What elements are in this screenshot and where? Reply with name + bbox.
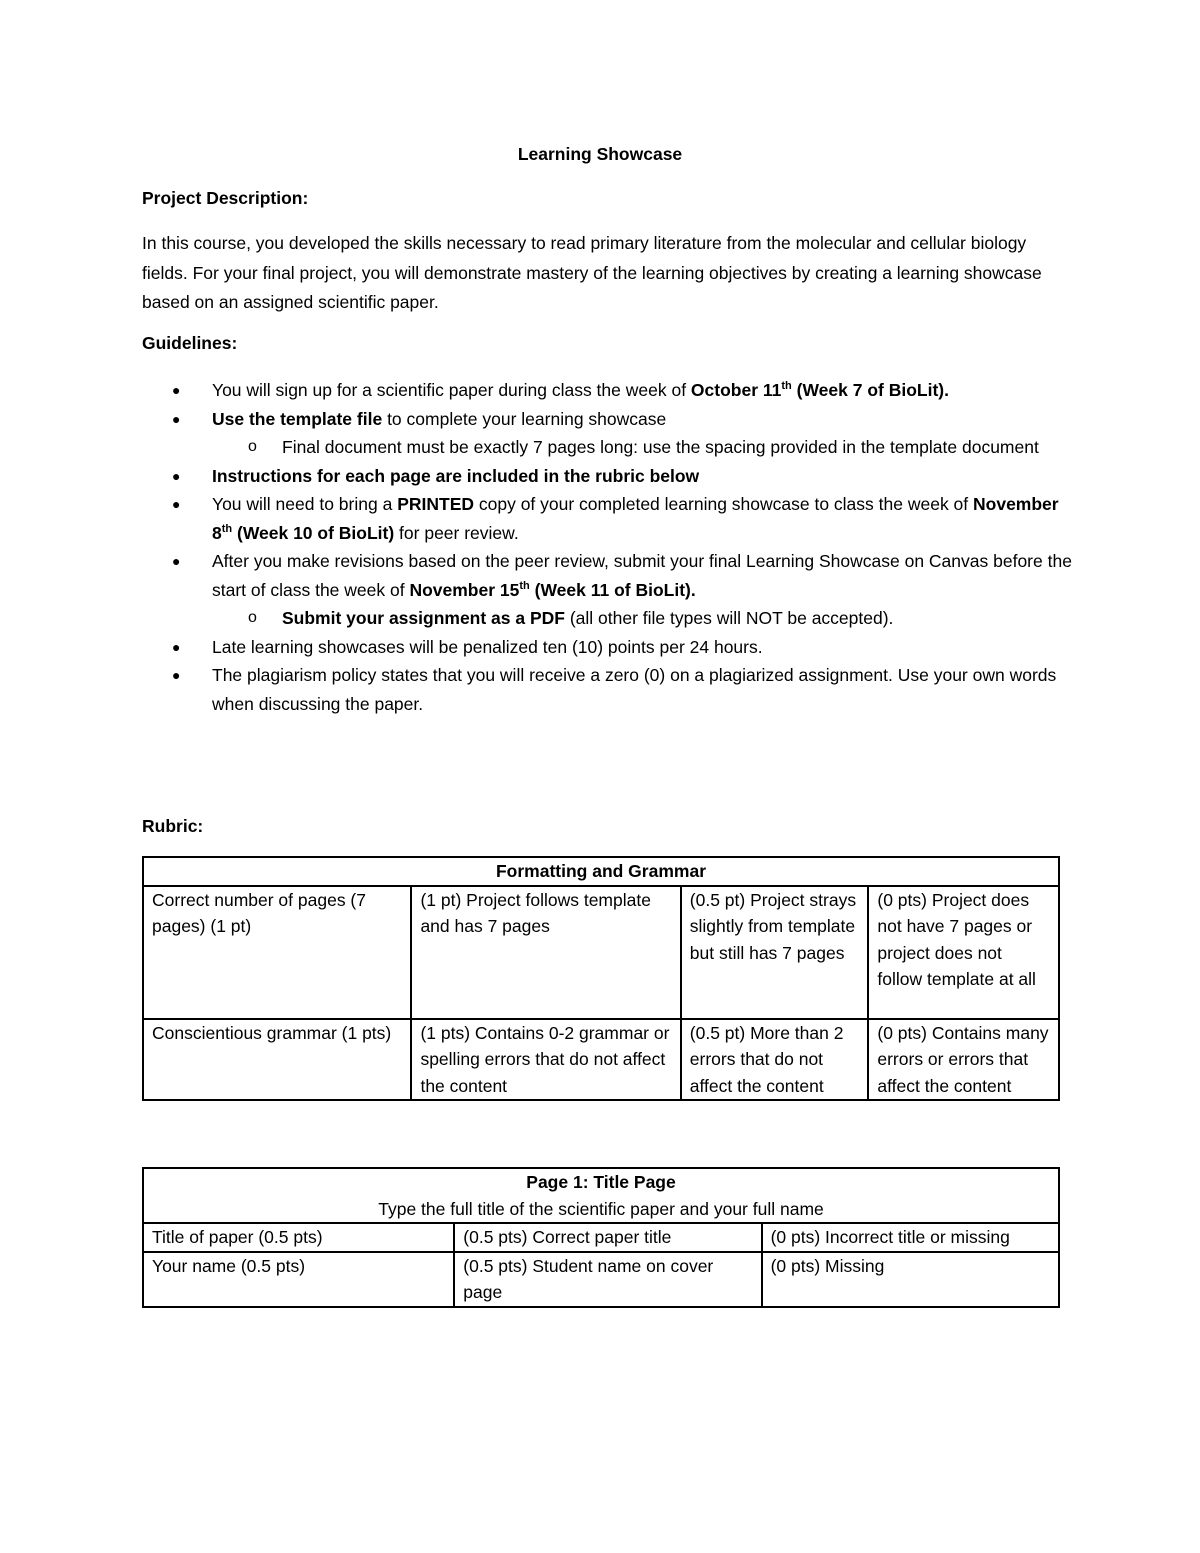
guideline-item: ● Use the template file to complete your learning showcase <box>142 405 1072 434</box>
guideline-item: ● Late learning showcases will be penalized ten (10) points per 24 hours. <box>142 633 1072 662</box>
table-cell: (0.5 pts) Student name on cover page <box>454 1252 761 1307</box>
table-cell: (0.5 pts) Correct paper title <box>454 1223 761 1252</box>
guideline-item: ● Instructions for each page are included in the rubric below <box>142 462 1072 491</box>
table-cell: (0 pts) Contains many errors or errors that affect the content <box>868 1019 1059 1101</box>
bullet-icon: ● <box>172 638 181 655</box>
table-row <box>143 1019 1059 1101</box>
table-cell: (1 pt) Project follows template and has 7 pages <box>411 886 680 1019</box>
guidelines-list <box>142 376 1072 718</box>
table-cell: (0 pts) Missing <box>762 1252 1059 1307</box>
guideline-subitem: o Submit your assignment as a PDF (all other file types will NOT be accepted). <box>142 604 1072 633</box>
bullet-icon: ● <box>172 382 181 398</box>
guideline-item: ● The plagiarism policy states that you will receive a zero (0) on a plagiarized assignment. Use your own words when discussing the paper. <box>142 661 1072 718</box>
project-description-heading: Project Description: <box>142 188 309 208</box>
guideline-item: ● You will need to bring a PRINTED copy of your completed learning showcase to class the week of November 8th (Week 10 of BioLit) for peer review. <box>142 490 1072 547</box>
table-header <box>143 1168 1059 1223</box>
table-cell: (0.5 pt) Project strays slightly from template but still has 7 pages <box>681 886 869 1019</box>
table-cell: Your name (0.5 pts) <box>143 1252 454 1307</box>
table-header-subtitle: Type the full title of the scientific paper and your full name <box>378 1198 824 1219</box>
hollow-bullet-icon: o <box>248 438 257 455</box>
table-header: Formatting and Grammar <box>143 857 1059 886</box>
table-cell: (1 pts) Contains 0-2 grammar or spelling errors that do not affect the content <box>411 1019 680 1101</box>
bullet-icon: ● <box>172 553 181 569</box>
table-row <box>143 1223 1059 1252</box>
formatting-rubric-table <box>142 856 1060 1101</box>
document-title: Learning Showcase <box>517 144 683 164</box>
table-cell: Conscientious grammar (1 pts) <box>143 1019 411 1101</box>
table-cell: (0 pts) Project does not have 7 pages or project does not follow template at all <box>868 886 1059 1019</box>
bullet-icon: ● <box>172 667 181 683</box>
hollow-bullet-icon: o <box>248 609 257 626</box>
title-page-rubric-table <box>142 1167 1060 1308</box>
table-cell: (0.5 pt) More than 2 errors that do not affect the content <box>681 1019 869 1101</box>
guideline-item: ● After you make revisions based on the peer review, submit your final Learning Showcase on Canvas before the start of class the week of November 15th (Week 11 of BioLit). <box>142 547 1072 604</box>
table-cell: (0 pts) Incorrect title or missing <box>762 1223 1059 1252</box>
bullet-icon: ● <box>172 467 181 484</box>
table-row <box>143 1252 1059 1307</box>
rubric-heading: Rubric: <box>142 816 204 836</box>
guideline-subitem: o Final document must be exactly 7 pages long: use the spacing provided in the template document <box>142 433 1072 462</box>
project-description-text: In this course, you developed the skills necessary to read primary literature from the molecular and cellular biology fields. For your final project, you will demonstrate mastery of the learning objectives by creating a learning showcase based on an assigned scientific paper. <box>142 233 1042 312</box>
table-cell: Title of paper (0.5 pts) <box>143 1223 454 1252</box>
guidelines-heading: Guidelines: <box>142 333 238 353</box>
guideline-item: ● You will sign up for a scientific paper during class the week of October 11th (Week 7 of BioLit). <box>142 376 1072 405</box>
table-cell: Correct number of pages (7 pages) (1 pt) <box>143 886 411 1019</box>
bullet-icon: ● <box>172 496 181 512</box>
table-header-title: Page 1: Title Page <box>526 1172 676 1192</box>
table-row <box>143 886 1059 1019</box>
bullet-icon: ● <box>172 410 181 427</box>
